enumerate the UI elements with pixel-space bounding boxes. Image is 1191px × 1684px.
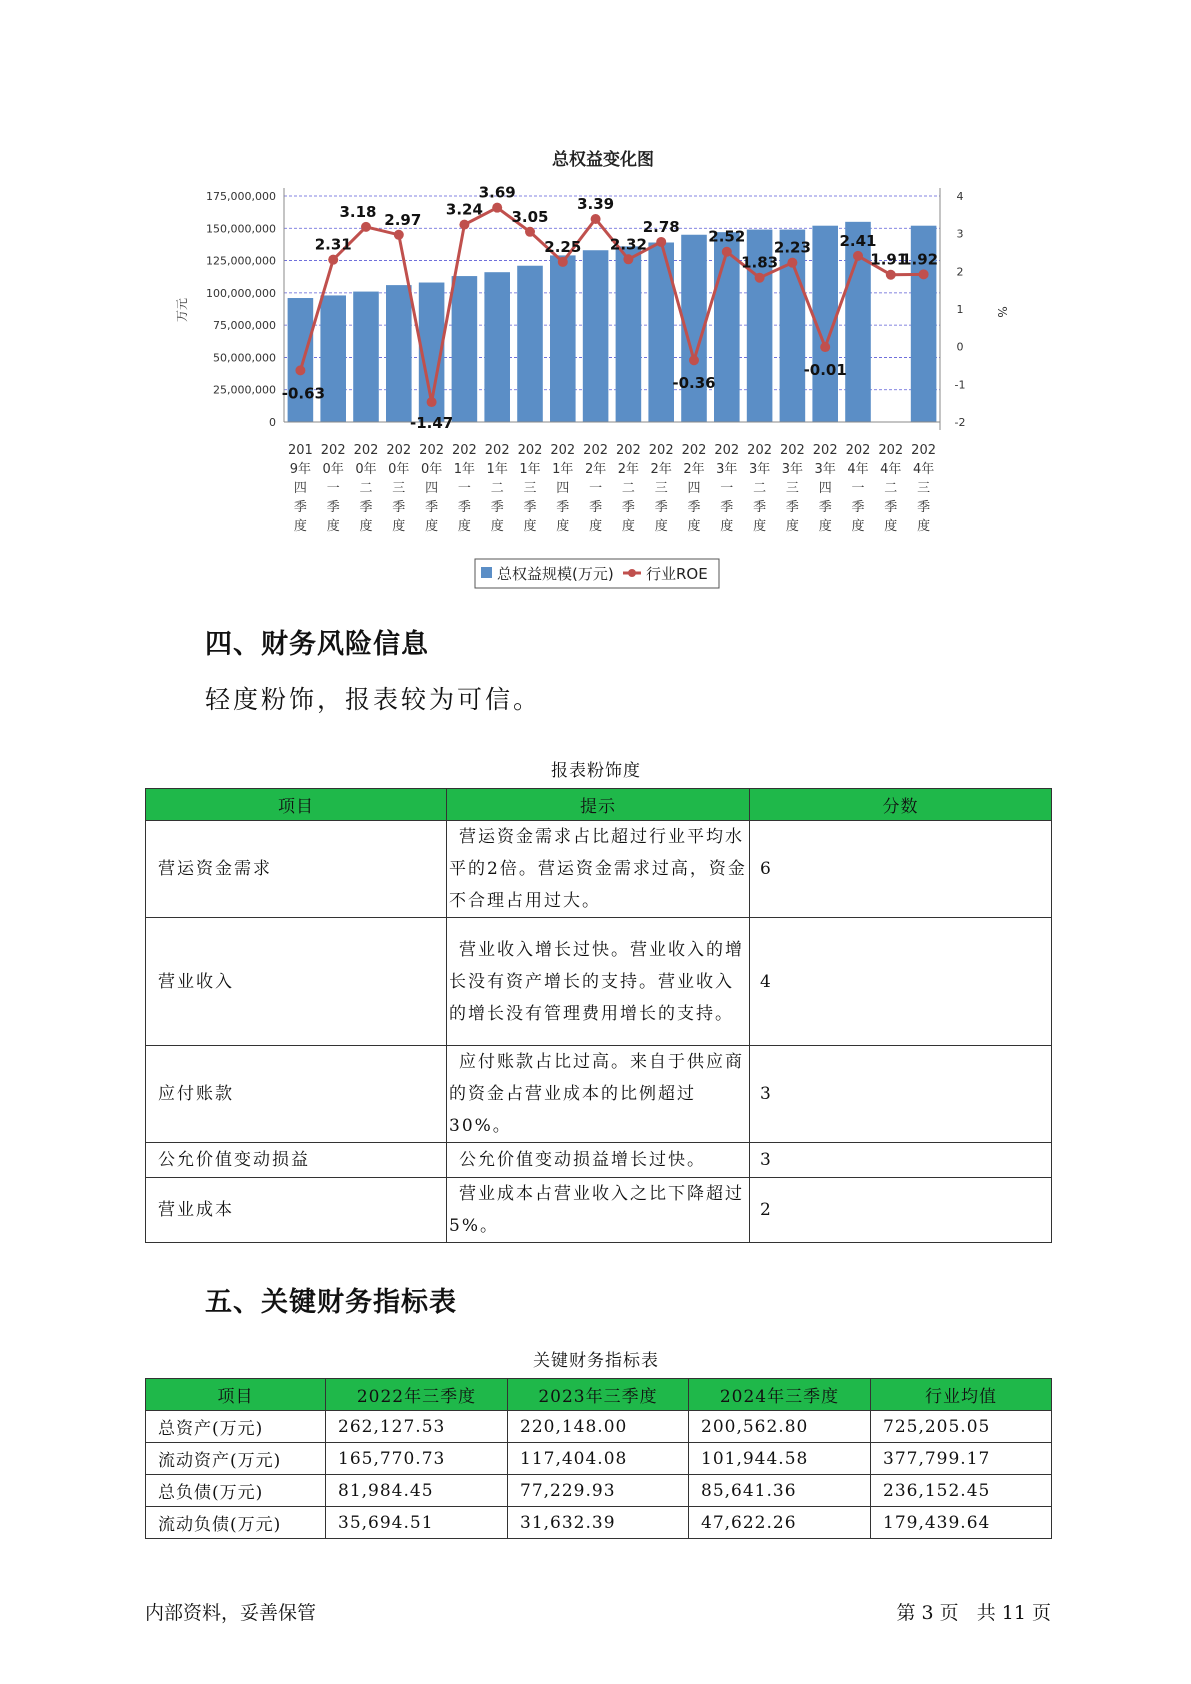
bar (452, 276, 478, 422)
y-left-tick-label: 150,000,000 (206, 222, 276, 236)
risk-item: 应付账款 (146, 1046, 447, 1143)
x-tick-label: 202 0年二季度 (353, 443, 379, 534)
roe-data-label: -0.63 (281, 384, 326, 403)
x-tick-label: 202 2年一季度 (583, 443, 609, 534)
roe-point (919, 269, 929, 279)
y-left-tick-label: 125,000,000 (206, 254, 276, 268)
x-tick-label: 202 1年四季度 (550, 443, 576, 534)
y-right-tick-label: 4 (956, 190, 964, 203)
fin-header-2022q3: 2022年三季度 (326, 1379, 508, 1411)
legend-line-label: 行业ROE (646, 565, 708, 583)
y-left-tick-label: 175,000,000 (206, 190, 276, 203)
y-right-tick-label: 3 (956, 227, 964, 241)
roe-data-label: 2.78 (642, 217, 680, 236)
table-row (146, 918, 1052, 1046)
x-tick-label: 202 3年二季度 (747, 443, 773, 534)
risk-item: 营业成本 (146, 1178, 447, 1243)
x-tick-label: 202 0年一季度 (320, 443, 346, 534)
roe-point (886, 270, 896, 280)
risk-header-score: 分数 (750, 789, 1052, 821)
fin-value: 81,984.45 (326, 1475, 508, 1507)
bar (616, 246, 642, 422)
x-tick-label: 202 4年三季度 (911, 443, 937, 534)
table-row (146, 1411, 1052, 1443)
table-row (146, 1143, 1052, 1178)
x-tick-label: 202 2年三季度 (648, 443, 674, 534)
fin-value: 117,404.08 (508, 1443, 689, 1475)
roe-data-label: 3.69 (478, 183, 516, 202)
x-tick-label: 202 0年三季度 (386, 443, 412, 534)
fin-item: 流动资产(万元) (146, 1443, 326, 1475)
roe-data-label: 3.18 (339, 202, 377, 221)
roe-point (525, 227, 535, 237)
fin-value: 77,229.93 (508, 1475, 689, 1507)
fin-value: 200,562.80 (689, 1411, 871, 1443)
fin-value: 725,205.05 (871, 1411, 1052, 1443)
table-row (146, 1507, 1052, 1539)
fin-value: 165,770.73 (326, 1443, 508, 1475)
fin-value: 35,694.51 (326, 1507, 508, 1539)
x-tick-label: 202 4年一季度 (845, 443, 871, 534)
roe-point (427, 397, 437, 407)
x-tick-label: 202 3年三季度 (779, 443, 805, 534)
y-right-axis-label: % (995, 306, 1009, 318)
x-tick-label: 202 4年二季度 (878, 443, 904, 534)
roe-data-label: 1.91 (870, 250, 908, 269)
roe-point (492, 203, 502, 213)
risk-item: 营业收入 (146, 918, 447, 1046)
section4-heading: 四、财务风险信息 (205, 629, 429, 660)
risk-score: 3 (750, 1143, 1052, 1178)
y-right-tick-label: 0 (956, 340, 964, 354)
section5-heading: 五、关键财务指标表 (205, 1287, 457, 1318)
roe-point (853, 251, 863, 261)
footer-left: 内部资料，妥善保管 (145, 1602, 317, 1624)
fin-value: 85,641.36 (689, 1475, 871, 1507)
roe-point (328, 255, 338, 265)
y-right-tick-label: -1 (954, 378, 966, 392)
roe-data-label: 3.05 (511, 207, 549, 226)
risk-item: 公允价值变动损益 (146, 1143, 447, 1178)
table-row (146, 1178, 1052, 1243)
risk-item: 营运资金需求 (146, 821, 447, 918)
fin-header-2023q3: 2023年三季度 (508, 1379, 689, 1411)
roe-point (656, 237, 666, 247)
fin-value: 377,799.17 (871, 1443, 1052, 1475)
roe-data-label: 1.92 (901, 250, 939, 269)
x-tick-label: 202 3年四季度 (812, 443, 838, 534)
bar (353, 292, 379, 422)
fin-value: 262,127.53 (326, 1411, 508, 1443)
footer-page-number: 第 3 页 共 11 页 (896, 1602, 1051, 1624)
fin-value: 31,632.39 (508, 1507, 689, 1539)
x-tick-label: 201 9年四季度 (287, 443, 313, 534)
risk-table-caption: 报表粉饰度 (551, 761, 641, 781)
table-row (146, 1443, 1052, 1475)
y-left-tick-label: 100,000,000 (206, 286, 276, 300)
legend-bar-label: 总权益规模(万元) (497, 565, 614, 583)
risk-score: 2 (750, 1178, 1052, 1243)
x-tick-label: 202 0年四季度 (419, 443, 445, 534)
bar (550, 255, 576, 422)
y-left-tick-label: 75,000,000 (213, 319, 276, 333)
fin-value: 179,439.64 (871, 1507, 1052, 1539)
bar (517, 266, 543, 422)
fin-value: 47,622.26 (689, 1507, 871, 1539)
x-tick-label: 202 1年一季度 (451, 443, 477, 534)
roe-point (558, 257, 568, 267)
x-tick-label: 202 2年四季度 (681, 443, 707, 534)
risk-hint: 公允价值变动损益增长过快。 (447, 1143, 750, 1178)
fin-header-item: 项目 (146, 1379, 326, 1411)
y-left-tick-label: 50,000,000 (213, 351, 276, 365)
roe-data-label: 3.39 (577, 194, 615, 213)
bar (320, 295, 346, 422)
fin-item: 总负债(万元) (146, 1475, 326, 1507)
risk-hint: 营业成本占营业收入之比下降超过5%。 (447, 1178, 750, 1243)
bar (288, 298, 314, 422)
x-tick-label: 202 3年一季度 (714, 443, 740, 534)
equity-chart-svg (160, 130, 1040, 600)
roe-data-label: 2.23 (773, 238, 811, 257)
table-row (146, 1046, 1052, 1143)
fin-item: 流动负债(万元) (146, 1507, 326, 1539)
bar (386, 285, 412, 422)
y-left-tick-label: 25,000,000 (213, 383, 276, 397)
roe-point (295, 365, 305, 375)
risk-score: 4 (750, 918, 1052, 1046)
roe-point (820, 342, 830, 352)
table-row (146, 821, 1052, 918)
fin-item: 总资产(万元) (146, 1411, 326, 1443)
legend-bar-swatch (481, 567, 492, 578)
fin-value: 236,152.45 (871, 1475, 1052, 1507)
fin-table-header-row (146, 1379, 1052, 1411)
fin-table-caption: 关键财务指标表 (533, 1351, 659, 1371)
roe-point (722, 247, 732, 257)
roe-data-label: -1.47 (409, 414, 454, 432)
roe-point (394, 230, 404, 240)
risk-score: 6 (750, 821, 1052, 918)
risk-score: 3 (750, 1046, 1052, 1143)
chart-title: 总权益变化图 (552, 150, 654, 170)
fin-value: 220,148.00 (508, 1411, 689, 1443)
bar (583, 250, 609, 422)
fin-table (145, 1378, 1052, 1539)
roe-point (689, 355, 699, 365)
roe-point (591, 214, 601, 224)
x-tick-label: 202 1年二季度 (484, 443, 510, 534)
roe-data-label: 3.24 (445, 200, 483, 219)
equity-chart (160, 130, 1040, 600)
y-left-tick-label: 0 (269, 416, 276, 429)
roe-point (623, 254, 633, 264)
roe-data-label: 2.31 (314, 235, 352, 254)
risk-table (145, 788, 1052, 1243)
fin-header-2024q3: 2024年三季度 (689, 1379, 871, 1411)
fin-value: 101,944.58 (689, 1443, 871, 1475)
roe-point (459, 220, 469, 230)
fin-header-industry-avg: 行业均值 (871, 1379, 1052, 1411)
risk-hint: 营业收入增长过快。营业收入的增长没有资产增长的支持。营业收入的增长没有管理费用增长的支持。 (447, 918, 750, 1046)
risk-header-hint: 提示 (447, 789, 750, 821)
roe-data-label: 2.52 (708, 227, 746, 246)
y-right-tick-label: 2 (956, 265, 964, 279)
roe-data-label: -0.36 (672, 374, 716, 393)
risk-hint: 应付账款占比过高。来自于供应商的资金占营业成本的比例超过30%。 (447, 1046, 750, 1143)
y-right-tick-label: -2 (954, 416, 966, 429)
roe-data-label: 2.25 (544, 237, 582, 256)
roe-data-label: -0.01 (803, 361, 847, 380)
y-left-axis-label: 万元 (175, 297, 189, 323)
roe-data-label: 1.83 (741, 253, 779, 272)
legend-line-marker (628, 569, 636, 577)
bar (484, 272, 510, 422)
x-tick-label: 202 1年三季度 (517, 443, 543, 534)
roe-data-label: 2.32 (609, 235, 647, 254)
y-right-tick-label: 1 (956, 303, 964, 316)
roe-data-label: 2.41 (839, 231, 877, 250)
roe-point (361, 222, 371, 232)
roe-point (787, 258, 797, 268)
risk-header-item: 项目 (146, 789, 447, 821)
risk-hint: 营运资金需求占比超过行业平均水平的2倍。营运资金需求过高，资金不合理占用过大。 (447, 821, 750, 918)
roe-data-label: 2.97 (384, 210, 422, 229)
roe-point (755, 273, 765, 283)
risk-table-header-row (146, 789, 1052, 821)
x-tick-label: 202 2年二季度 (615, 443, 641, 534)
section4-summary: 轻度粉饰，报表较为可信。 (205, 685, 542, 714)
table-row (146, 1475, 1052, 1507)
